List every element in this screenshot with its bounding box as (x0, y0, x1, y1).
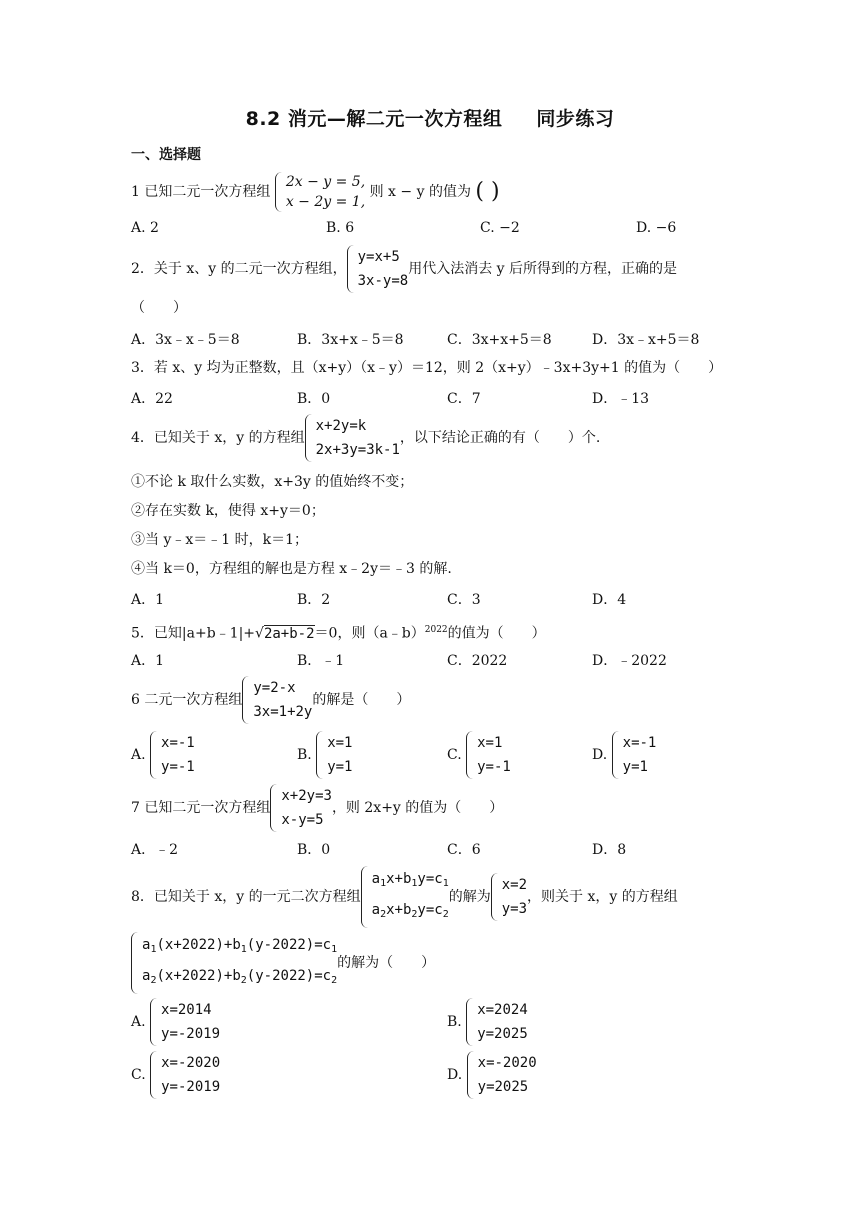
q4-statement-1: ①不论 k 取什么实数，x+3y 的值始终不变； (131, 474, 414, 490)
q2-eq1: y=x+5 (357, 249, 400, 265)
q4-prefix: 4．已知关于 x，y 的方程组 (131, 430, 305, 446)
q3-option-a: A．22 (131, 391, 173, 407)
brace-icon (316, 731, 324, 779)
q5-radicand: 2a+b-2 (263, 625, 315, 642)
brace-icon (361, 866, 369, 928)
q1-option-d: D. −6 (636, 220, 677, 236)
q8-suffix: ，则关于 x，y 的方程组 (527, 889, 678, 905)
q8-sys2-eq1: $a_1(x+2022)+b_1(y-2022)=c_1$ (142, 937, 338, 955)
q8-system-2-line (131, 932, 435, 994)
q5-option-c: C．2022 (447, 653, 508, 669)
q6-eq1: y=2-x (253, 680, 296, 696)
q5-suffix: ＝0，则（a﹣b） (314, 625, 425, 642)
q5-tail: 的值为（ ） (447, 625, 546, 642)
q2-eq2: 3x-y=8 (357, 273, 409, 289)
question-4 (131, 414, 600, 462)
q8-tail: 的解为（ ） (337, 955, 436, 971)
q3-option-c: C．7 (447, 391, 481, 407)
brace-icon (270, 784, 278, 832)
q6-option-c: C. x=1 y=-1 (447, 731, 511, 779)
q8-option-a: A. x=2014 y=-2019 (131, 998, 220, 1046)
q7-system (270, 784, 332, 832)
q1-system (275, 172, 365, 212)
q6-option-b: B. x=1 y=1 (297, 731, 353, 779)
q1-suffix: 则 x − y 的值为 (369, 184, 471, 200)
brace-icon (467, 1051, 475, 1099)
q4-statement-3: ③当 y﹣x＝﹣1 时，k＝1； (131, 532, 309, 548)
q5-option-a: A．1 (131, 653, 165, 669)
question-8 (131, 866, 678, 928)
q4-eq2: 2x+3y=3k-1 (315, 442, 400, 458)
q8-sol1: x=2 (501, 877, 528, 893)
brace-icon (491, 873, 499, 921)
brace-icon (347, 245, 355, 293)
question-5 (131, 620, 546, 644)
q7-eq1: x+2y=3 (281, 788, 332, 804)
section-heading: 一、选择题 (131, 147, 201, 163)
title-suffix: 同步练习 (536, 108, 615, 130)
q8-system (361, 866, 449, 928)
q7-prefix: 7 已知二元一次方程组 (131, 800, 271, 816)
q4-option-c: C．3 (447, 592, 481, 608)
brace-icon (612, 731, 620, 779)
q5-option-d: D．﹣2022 (592, 653, 667, 669)
q3-option-d: D．﹣13 (592, 391, 650, 407)
q8-sol2: y=3 (501, 901, 528, 917)
q5-option-b: B．﹣1 (297, 653, 345, 669)
q7-suffix: ，则 2x+y 的值为（ ） (331, 800, 504, 816)
q4-suffix: ，以下结论正确的有（ ）个. (399, 430, 601, 446)
q1-option-b: B. 6 (326, 220, 355, 236)
q8-option-b: B. x=2024 y=2025 (447, 998, 528, 1046)
q4-option-b: B．2 (297, 592, 331, 608)
q6-option-a: A. x=-1 y=-1 (131, 731, 195, 779)
brace-icon (131, 932, 139, 994)
q8-prefix: 8．已知关于 x，y 的一元二次方程组 (131, 889, 361, 905)
q2-blank: （ ） (131, 300, 187, 316)
q8-solution (491, 873, 527, 921)
q2-option-c: C．3x+x+5＝8 (447, 332, 552, 348)
q8-mid: 的解为 (448, 889, 491, 905)
q4-statement-4: ④当 k＝0，方程组的解也是方程 x﹣2y＝﹣3 的解. (131, 561, 452, 577)
brace-icon (466, 998, 474, 1046)
q1-blank: ( ) (475, 179, 500, 204)
brace-icon (242, 676, 250, 724)
q6-suffix: 的解是（ ） (312, 692, 411, 708)
question-3: 3．若 x、y 均为正整数，且（x+y）（x﹣y）＝12，则 2（x+y）﹣3x+3y+1 的值为（ ） (131, 360, 723, 376)
q7-eq2: x-y=5 (281, 812, 324, 828)
q4-system (305, 414, 400, 462)
q2-option-d: D．3x﹣x+5＝8 (592, 332, 700, 348)
brace-icon (275, 172, 283, 212)
q2-suffix: 用代入法消去 y 后所得到的方程，正确的是 (408, 261, 678, 277)
page-title (0, 104, 860, 131)
brace-icon (150, 731, 158, 779)
q8-option-d: D. x=-2020 y=2025 (447, 1051, 537, 1099)
q8-system-2 (131, 932, 337, 994)
q2-option-b: B．3x+x﹣5＝8 (297, 332, 404, 348)
q4-option-d: D．4 (592, 592, 627, 608)
question-6 (131, 676, 410, 724)
q8-eq1: $a_1x+b_1y=c_1$ (371, 871, 449, 889)
q1-option-a: A. 2 (131, 220, 159, 236)
q4-statement-2: ②存在实数 k，使得 x+y＝0； (131, 503, 325, 519)
q6-option-d: D. x=-1 y=1 (592, 731, 656, 779)
q8-sys2-eq2: $a_2(x+2022)+b_2(y-2022)=c_2$ (142, 968, 338, 986)
q5-exponent: 2022 (424, 625, 448, 635)
brace-icon (150, 1051, 158, 1099)
q1-eq2: x − 2y = 1, (285, 194, 366, 210)
q7-option-c: C．6 (447, 842, 481, 858)
q5-prefix: 5．已知|a+b﹣1|+ (131, 625, 256, 642)
q1-eq1: 2x − y = 5, (285, 174, 366, 190)
question-7 (131, 784, 503, 832)
question-1 (131, 172, 500, 212)
q7-option-a: A．﹣2 (131, 842, 179, 858)
q6-system (242, 676, 312, 724)
q1-prefix: 1 已知二元一次方程组 (131, 184, 271, 200)
q4-option-a: A．1 (131, 592, 165, 608)
q7-option-d: D．8 (592, 842, 627, 858)
title-main: 8.2 消元—解二元一次方程组 (245, 108, 503, 130)
q2-system (347, 245, 409, 293)
q2-option-a: A．3x﹣x﹣5＝8 (131, 332, 240, 348)
q1-option-c: C. −2 (480, 220, 520, 236)
q6-eq2: 3x=1+2y (253, 704, 313, 720)
brace-icon (466, 731, 474, 779)
brace-icon (305, 414, 313, 462)
question-2 (131, 245, 677, 293)
q8-eq2: $a_2x+b_2y=c_2$ (371, 902, 449, 920)
sqrt-icon: √ (255, 625, 264, 642)
q7-option-b: B．0 (297, 842, 331, 858)
q2-prefix: 2．关于 x、y 的二元一次方程组， (131, 261, 347, 277)
q8-option-c: C. x=-2020 y=-2019 (131, 1051, 220, 1099)
q6-prefix: 6 二元一次方程组 (131, 692, 243, 708)
q4-eq1: x+2y=k (315, 418, 367, 434)
brace-icon (150, 998, 158, 1046)
q3-option-b: B．0 (297, 391, 331, 407)
